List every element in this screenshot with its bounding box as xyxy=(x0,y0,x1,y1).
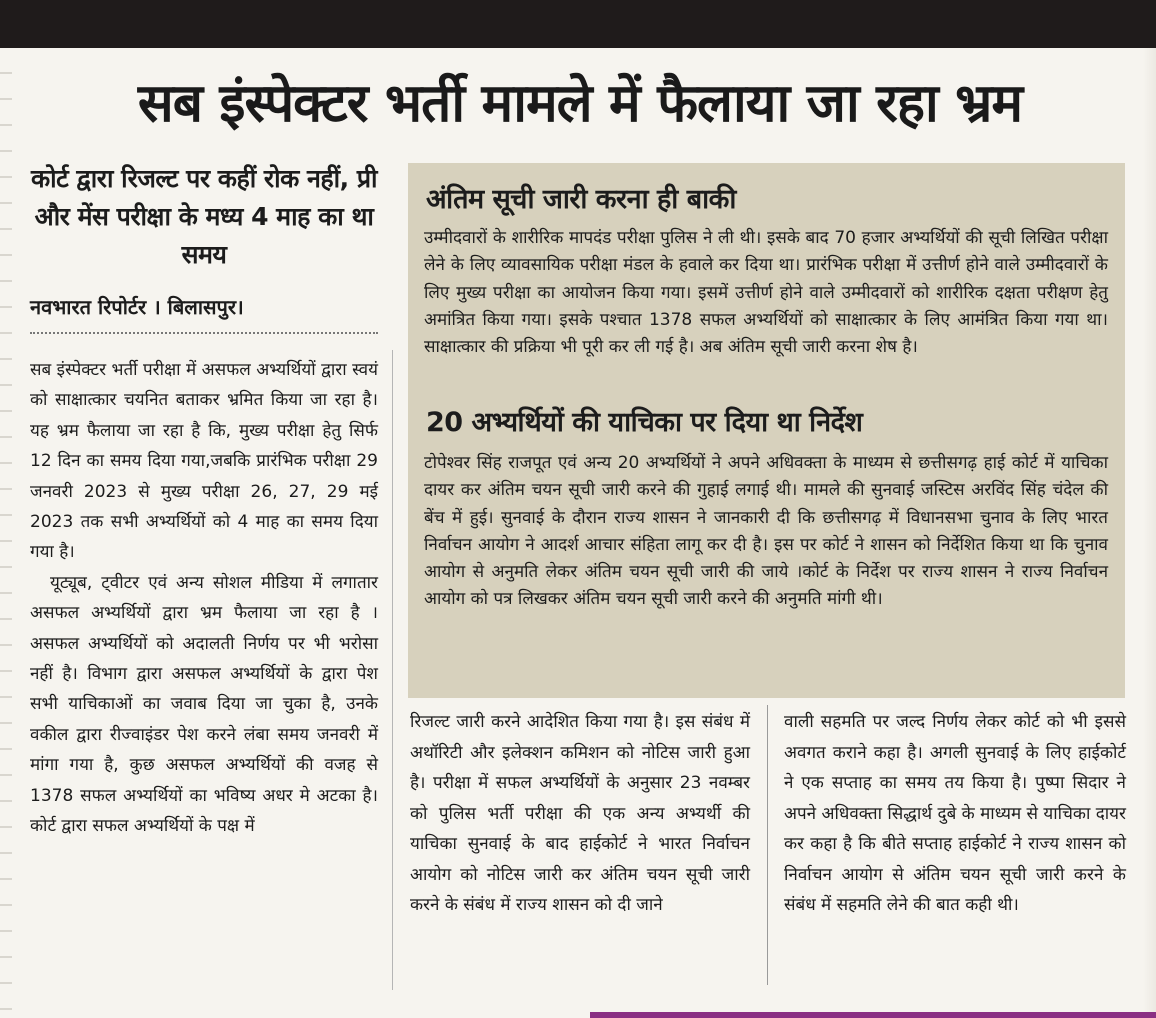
bottom-accent-line xyxy=(590,1012,1156,1018)
subheadline: कोर्ट द्वारा रिजल्ट पर कहीं रोक नहीं, प्री और मेंस परीक्षा के मध्य 4 माह का था समय xyxy=(30,164,378,269)
highlight-box xyxy=(408,163,1125,698)
box-heading-2: 20 अभ्यर्थियों की याचिका पर दिया था निर्देश xyxy=(426,407,863,438)
byline-divider xyxy=(30,332,378,334)
byline: नवभारत रिपोर्टर । बिलासपुर। xyxy=(30,295,244,319)
left-page-edge xyxy=(0,48,12,1018)
article-column-3: वाली सहमति पर जल्द निर्णय लेकर कोर्ट को भी इससे अवगत कराने कहा है। अगली सुनवाई के लिए हाईकोर्ट ने एक सप्ताह का समय तय किया है। पुष्पा सिदार ने अपने अधिवक्ता सिद्धार्थ दुबे के माध्यम से याचिका दायर कर कहा है कि बीते सप्ताह हाईकोर्ट ने राज्य शासन को निर्वाचन आयोग से अंतिम चयन सूची जारी करने के संबंध में सहमति लेने की बात कही थी। xyxy=(784,712,1126,915)
right-page-edge xyxy=(1143,48,1156,1013)
box-text-2: टोपेश्वर सिंह राजपूत एवं अन्य 20 अभ्यर्थियों ने अपने अधिवक्ता के माध्यम से छत्तीसगढ़ हाई कोर्ट में याचिका दायर कर अंतिम चयन सूची जारी करने की गुहाई लगाई थी। मामले की सुनवाई जस्टिस अरविंद सिंह चंदेल की बेंच में हुई। सुनवाई के दौरान राज्य शासन ने जानकारी दी कि छत्तीसगढ़ में विधानसभा चुनाव के लिए भारत निर्वाचन आयोग ने आदर्श आचार संहिता लागू कर दी है। इस पर कोर्ट ने शासन को निर्देशित किया था कि चुनाव आयोग से अनुमति लेकर अंतिम चयन सूची जारी की जाये ।कोर्ट के निर्देश पर राज्य शासन ने राज्य निर्वाचन आयोग को पत्र लिखकर अंतिम चयन सूची जारी करने की अनुमति मांगी थी। xyxy=(424,453,1108,610)
column1-paragraph-2: यूट्यूब, ट्वीटर एवं अन्य सोशल मीडिया में लगातार असफल अभ्यर्थियों द्वारा भ्रम फैलाया जा रहा है । असफल अभ्यर्थियों को अदालती निर्णय पर भी भरोसा नहीं है। विभाग द्वारा असफल अभ्यर्थियों के द्वारा पेश सभी याचिकाओं का जवाब दिया जा चुका है, उनके वकील द्वारा रीज्वाइंडर पेश करने लंबा समय जनवरी में मांगा गया है, कुछ असफल अभ्यर्थियों की वजह से 1378 सफल अभ्यर्थियों का भविष्य अधर मे अटका है। कोर्ट द्वारा सफल अभ्यर्थियों के पक्ष में xyxy=(30,572,378,837)
column-rule-2 xyxy=(767,705,768,985)
article-column-2: रिजल्ट जारी करने आदेशित किया गया है। इस संबंध में अथॉरिटी और इलेक्शन कमिशन को नोटिस जारी हुआ है। परीक्षा में सफल अभ्यर्थियों के अनुसार 23 नवम्बर को पुलिस भर्ती परीक्षा की एक अन्य अभ्यर्थी की याचिका सुनवाई के बाद हाईकोर्ट ने भारत निर्वाचन आयोग को नोटिस जारी कर अंतिम चयन सूची जारी करने के संबंध में राज्य शासन को दी जाने xyxy=(410,712,750,915)
top-dark-band xyxy=(0,0,1156,48)
box-text-1: उम्मीदवारों के शारीरिक मापदंड परीक्षा पुलिस ने ली थी। इसके बाद 70 हजार अभ्यर्थियों की सूची लिखित परीक्षा लेने के लिए व्यावसायिक परीक्षा मंडल के हवाले कर दिया था। प्रारंभिक परीक्षा में उत्तीर्ण होने वाले उम्मीदवारों के लिए मुख्य परीक्षा का आयोजन किया गया। इसमें उत्तीर्ण होने वाले उम्मीदवारों को शारीरिक दक्षता परीक्षण हेतु अमांत्रित किया गया। इसके पश्चात 1378 सफल अभ्यर्थियों को साक्षात्कार के लिए आमंत्रित किया गया था। साक्षात्कार की प्रक्रिया भी पूरी कर ली गई है। अब अंतिम सूची जारी करना शेष है। xyxy=(424,228,1108,358)
box-heading-1: अंतिम सूची जारी करना ही बाकी xyxy=(426,184,736,215)
column-rule-1 xyxy=(392,350,393,990)
article-column-1 xyxy=(30,355,378,842)
headline: सब इंस्पेक्टर भर्ती मामले में फैलाया जा रहा भ्रम xyxy=(137,73,1023,134)
column1-paragraph-1: सब इंस्पेक्टर भर्ती परीक्षा में असफल अभ्यर्थियों द्वारा स्वयं को साक्षात्कार चयनित बताकर भ्रमित किया जा रहा है। यह भ्रम फैलाया जा रहा है कि, मुख्य परीक्षा हेतु सिर्फ 12 दिन का समय दिया गया,जबकि प्रारंभिक परीक्षा 29 जनवरी 2023 से मुख्य परीक्षा 26, 27, 29 मई 2023 तक सभी अभ्यर्थियों को 4 माह का समय दिया गया है। xyxy=(30,360,378,563)
